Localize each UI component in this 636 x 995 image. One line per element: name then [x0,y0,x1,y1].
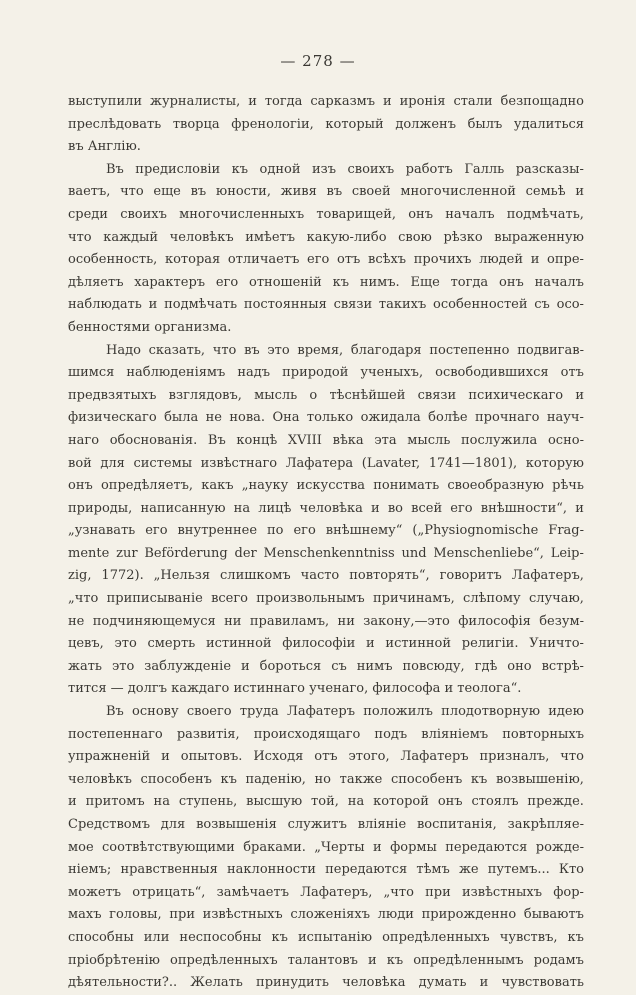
text-line: mente zur Beförderung der Menschenkenntniss und Menschenliebe“, Leip- [68,545,584,561]
text-line: дѣятельности?.. Желать принудить человѣка думать и чувствовать [68,975,584,991]
text-line: способны или неспособны къ испытанію опредѣленныхъ чувствъ, къ [68,929,584,945]
text-line: и притомъ на ступень, высшую той, на которой онъ стоялъ прежде. [68,794,584,810]
text-line: ніемъ; нравственныя наклонности передаются тѣмъ же путемъ... Кто [68,862,584,878]
text-line: Въ основу своего труда Лафатеръ положилъ плодотворную идею [106,704,584,720]
text-line: пріобрѣтенію опредѣленныхъ талантовъ и къ опредѣленнымъ родамъ [68,952,584,968]
text-line: физическаго была не нова. Она только ожидала болѣе прочнаго науч- [68,410,584,426]
text-line: ваетъ, что еще въ юности, живя въ своей многочисленной семьѣ и [68,184,584,200]
text-line: вой для системы извѣстнаго Лафатера (Lavater, 1741—1801), которую [68,455,584,471]
text-line: постепеннаго развитія, происходящаго подъ вліяніемъ повторныхъ [68,726,584,742]
text-line: Въ предисловіи къ одной изъ своихъ работъ Галль разсказы- [106,161,584,177]
text-line: жать это заблужденіе и бороться съ нимъ повсюду, гдѣ оно встрѣ- [68,658,584,674]
text-line: онъ опредѣляетъ, какъ „науку искусства понимать своеобразную рѣчь [68,478,584,494]
text-line: Надо сказать, что въ это время, благодаря постепенно подвигав- [106,342,584,358]
text-line: „что приписываніе всего произвольнымъ причинамъ, слѣпому случаю, [68,591,584,607]
text-line: не подчиняющемуся ни правиламъ, ни закону,—это философія безум- [68,613,584,629]
text-line: упражненій и опытовъ. Исходя отъ этого, Лафатеръ призналъ, что [68,749,584,765]
text-line: человѣкъ способенъ къ паденію, но также способенъ къ возвышенію, [68,771,584,787]
page-number: — 278 — [280,52,356,70]
text-line: бенностями организма. [68,319,232,335]
text-line: мое соотвѣтствующими браками. „Черты и формы передаются рожде- [68,839,584,855]
text-line: среди своихъ многочисленныхъ товарищей, онъ началъ подмѣчать, [68,206,584,222]
text-line: шимся наблюденіямъ надъ природой ученыхъ, освободившихся отъ [68,365,584,381]
text-line: Средствомъ для возвышенія служитъ вліяніе воспитанія, закрѣпляе- [68,817,584,832]
text-line: особенность, которая отличаетъ его отъ всѣхъ прочихъ людей и опре- [68,252,584,268]
text-line: можетъ отрицать“, замѣчаетъ Лафатеръ, „что при извѣстныхъ фор- [68,884,584,900]
text-line: махъ головы, при извѣстныхъ сложеніяхъ люди прирожденно бываютъ [68,907,584,923]
text-line: zig, 1772). „Нельзя слишкомъ часто повторять“, говоритъ Лафатеръ, [68,568,584,584]
text-line: наго обоснованія. Въ концѣ XVIII вѣка эта мысль послужила осно- [68,432,584,448]
text-line: дѣляетъ характеръ его отношеній къ нимъ. Еще тогда онъ началъ [68,274,584,290]
text-line: выступили журналисты, и тогда сарказмъ и иронія стали безпощадно [68,94,584,109]
text-line: что каждый человѣкъ имѣетъ какую-либо свою рѣзко выраженную [68,229,584,245]
text-line: „узнавать его внутреннее по его внѣшнему“ („Physiognomische Frag- [68,523,584,539]
text-line: тится — долгъ каждаго истиннаго ученаго, философа и теолога“. [68,681,522,697]
text-line: природы, написанную на лицѣ человѣка и во всей его внѣшности“, и [68,500,584,516]
text-line: въ Англію. [68,139,141,155]
text-line: наблюдать и подмѣчать постоянныя связи такихъ особенностей съ осо- [68,297,584,313]
text-line: предвзятыхъ взглядовъ, мысль о тѣснѣйшей связи психическаго и [68,387,584,403]
body-text [68,91,584,995]
text-line: цевъ, это смерть истинной философіи и истинной религіи. Уничто- [68,636,584,652]
text-line: преслѣдовать творца френологіи, который долженъ былъ удалиться [68,116,584,132]
